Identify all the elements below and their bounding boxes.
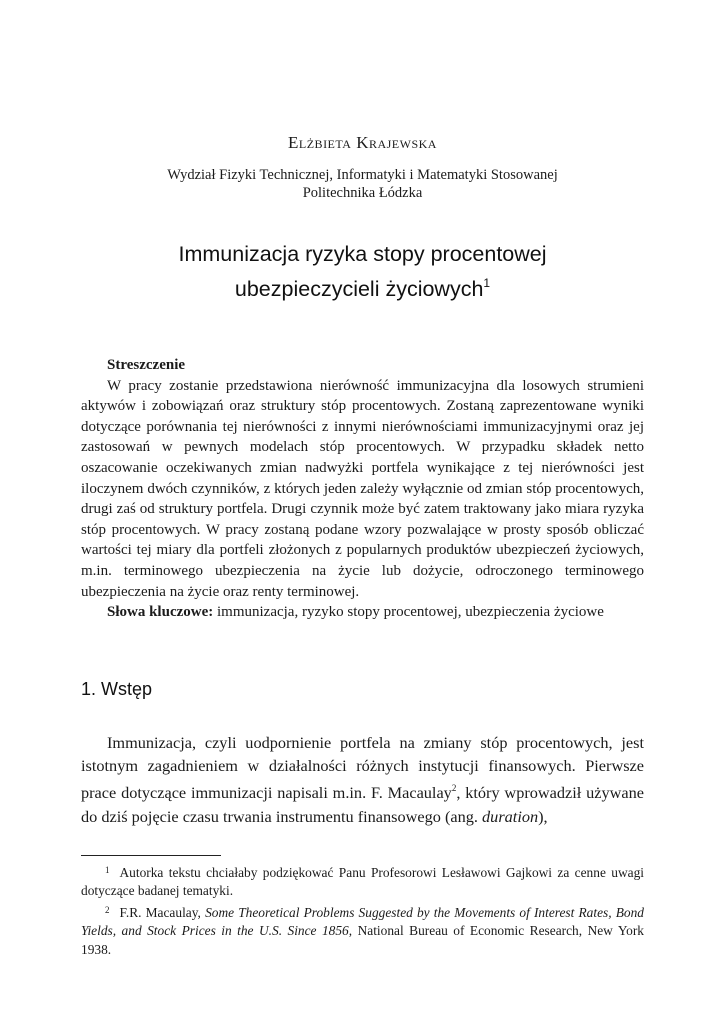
intro-text-1: Immunizacja, czyli uodpornienie portfela na zmiany stóp procentowych, jest istotnym zagadnieniem w działalności różnych instytucji finansowych. Pierwsze prace dotyczące immunizacji napisali m.in. F. Macaulay xyxy=(81,733,644,803)
footnote-1-text: Autorka tekstu chciałaby podziękować Panu Profesorowi Lesławowi Gajkowi za cenne uwagi dotyczące badanej tematyki. xyxy=(81,865,644,899)
footnotes xyxy=(81,861,644,959)
abstract-heading: Streszczenie xyxy=(107,357,186,373)
paper-title xyxy=(0,240,725,304)
intro-italic-term: duration xyxy=(482,806,539,826)
intro-text-3: ), xyxy=(538,806,548,826)
affiliation xyxy=(0,166,725,202)
title-line-1: Immunizacja ryzyka stopy procentowej xyxy=(178,242,547,266)
title-line-2-text: ubezpieczycieli życiowych xyxy=(234,277,484,301)
footnote-2-italic-title: Some Theoretical Problems Suggested by the Movements of Interest Rates, Bond Yields, and Stock Prices in the U.S. Since 1856 xyxy=(81,904,644,939)
footnote-1 xyxy=(81,861,644,901)
footnote-2-pre: F.R. Macaulay, xyxy=(119,904,206,920)
abstract-text: W pracy zostanie przedstawiona nierówność immunizacyjna dla losowych strumieni aktywów i zobowiązań oraz struktury stóp procentowych. Zostaną zaprezentowane wyniki dotyczące porównania tej nierówności z innymi nierównościami immunizacyjnymi oraz jej zastosowań w pewnych modelach stóp procentowych. W przypadku składek netto oszacowanie oczekiwanych zmian nadwyżki portfela wynikające z tej nierówności jest iloczynem dwóch czynników, z których jeden zależy wyłącznie od zmian stóp procentowych, drugi zaś od struktury portfela. Drugi czynnik może być zatem traktowany jako miara ryzyka stóp procentowych. W pracy zostaną podane wzory pozwalające w prosty sposób obliczać wartości tej miary dla portfeli złożonych z popularnych produktów ubezpieczeń życiowych, m.in. terminowego ubezpieczenia na życie lub dożycie, odroczonego terminowego ubezpieczenia na życie oraz renty terminowej. xyxy=(81,377,644,600)
affiliation-line-1: Wydział Fizyki Technicznej, Informatyki i Matematyki Stosowanej xyxy=(167,167,558,183)
footnote-divider xyxy=(81,855,221,856)
footnote-2-post: , National Bureau of Economic Research, New York 1938. xyxy=(81,923,645,957)
title-footnote-mark[interactable]: 1 xyxy=(483,276,491,290)
author-first-name: Elżbieta xyxy=(288,133,352,152)
footnote-2-mark: 2 xyxy=(105,904,110,915)
intro-text-2: , który wprowadził używane do dziś pojęcie czasu trwania instrumentu finansowego (ang. xyxy=(81,783,644,826)
affiliation-line-2: Politechnika Łódzka xyxy=(302,185,423,201)
section-heading: 1. Wstęp xyxy=(81,679,153,699)
title-line-2 xyxy=(0,269,725,304)
keywords xyxy=(81,602,644,623)
footnote-1-mark: 1 xyxy=(105,865,110,875)
intro-paragraph xyxy=(81,731,644,828)
intro-footnote-mark[interactable]: 2 xyxy=(451,783,457,794)
author-name xyxy=(0,133,725,153)
keywords-text: immunizacja, ryzyko stopy procentowej, ubezpieczenia życiowe xyxy=(217,604,604,621)
author-last-name: Krajewska xyxy=(356,133,437,152)
footnote-2 xyxy=(81,901,644,959)
abstract xyxy=(81,355,644,623)
keywords-label: Słowa kluczowe: xyxy=(107,604,214,621)
